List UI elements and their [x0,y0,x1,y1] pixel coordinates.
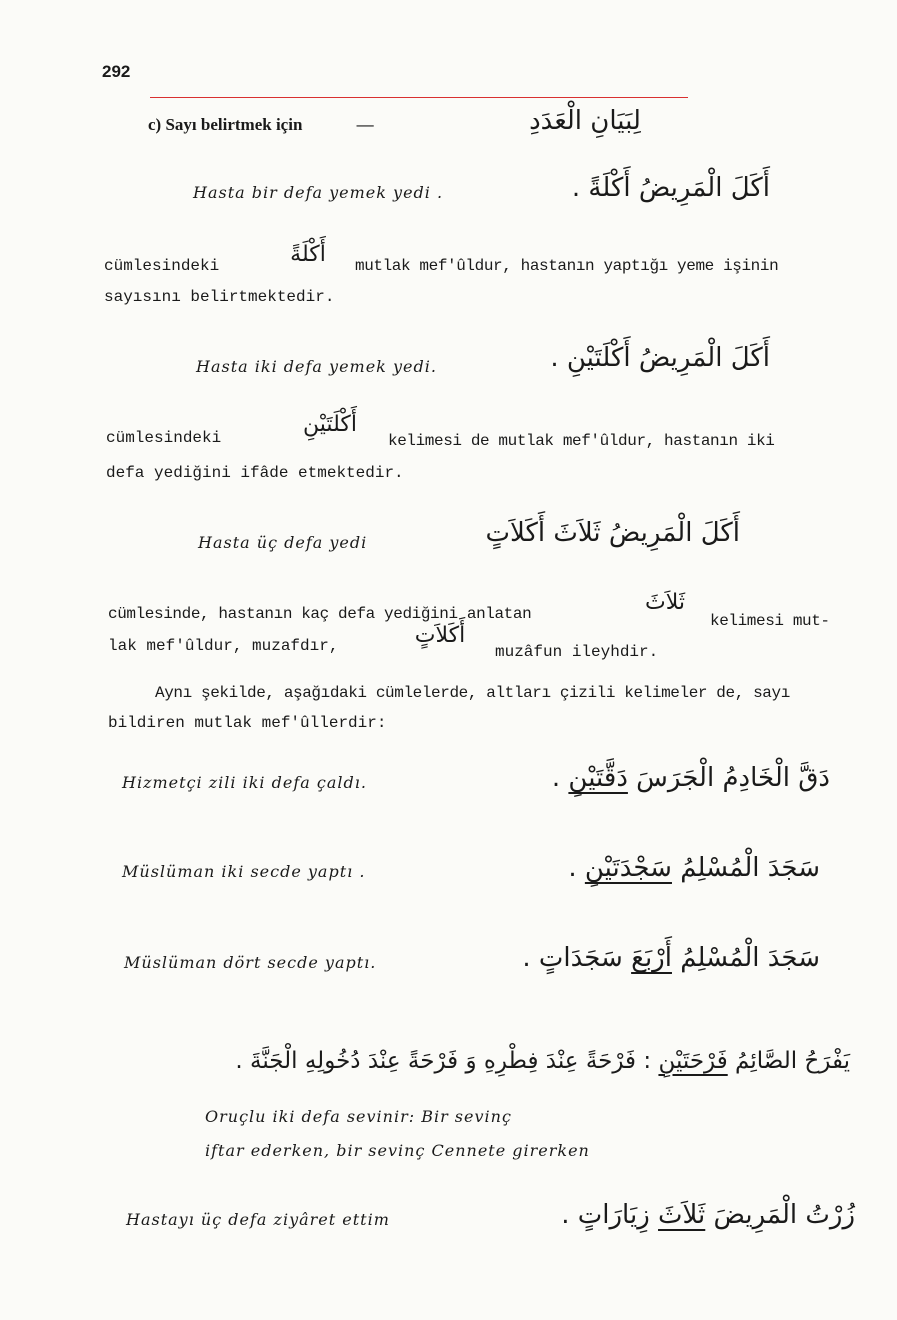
paragraph-1-post: mutlak mef'ûldur, hastanın yaptığı yeme işinin [355,257,779,275]
example-3-arabic: أَكَلَ الْمَرِيضُ ثَلاَثَ أَكَلاَتٍ [485,518,740,548]
example-2-turkish: Hasta iki defa yemek yedi. [196,357,437,376]
paragraph-2-arabic: أَكْلَتَيْنِ [303,412,357,437]
paragraph-2-line2: defa yediğini ifâde etmektedir. [106,464,404,482]
paragraph-2-pre: cümlesindeki [106,429,222,447]
example-7-turkish-line1: Oruçlu iki defa sevinir: Bir sevinç [205,1107,512,1126]
example-6-arabic-rest: سَجَدَاتٍ [538,943,623,973]
example-7-arabic-post: : فَرْحَةً عِنْدَ فِطْرِهِ وَ فَرْحَةً عِنْدَ دُخُولِهِ الْجَنَّةَ . [235,1048,652,1074]
example-8-arabic-rest: زِيَارَاتٍ [577,1200,650,1230]
example-5-arabic [510,855,820,881]
example-8-arabic-end: . [561,1200,570,1230]
paragraph-3-arabic-2: أَكَلاَتٍ [414,623,466,648]
example-5-arabic-plain: سَجَدَ الْمُسْلِمُ [680,853,820,883]
example-3-turkish: Hasta üç defa yedi [198,533,368,552]
example-6-arabic [450,945,820,971]
example-5-arabic-underlined: سَجْدَتَيْنِ [584,853,672,883]
paragraph-3-line2-post: muzâfun ileyhdir. [495,643,659,661]
example-8-arabic [475,1202,855,1228]
example-6-arabic-end: . [522,943,531,973]
example-4-arabic [470,765,830,791]
example-7-arabic-underlined: فَرْحَتَيْنِ [658,1048,728,1074]
example-5-arabic-end: . [568,853,577,883]
section-heading [148,115,374,135]
page-number: 292 [102,62,131,81]
example-6-turkish: Müslüman dört secde yaptı. [124,953,377,972]
example-7-arabic [60,1050,850,1073]
paragraph-3-line2-pre: lak mef'ûldur, muzafdır, [108,637,339,655]
example-8-arabic-underlined: ثَلاَثَ [658,1200,706,1230]
example-4-arabic-end: . [551,763,561,793]
example-7-turkish-line2: iftar ederken, bir sevinç Cennete girerken [205,1141,590,1160]
example-4-turkish: Hizmetçi zili iki defa çaldı. [122,773,367,792]
example-1-turkish: Hasta bir defa yemek yedi . [193,183,444,202]
paragraph-1-pre: cümlesindeki [104,257,220,275]
example-2-arabic: أَكَلَ الْمَرِيضُ أَكْلَتَيْنِ . [550,343,770,373]
paragraph-1-arabic: أَكْلَةً [290,242,326,267]
example-5-turkish: Müslüman iki secde yaptı . [122,862,366,881]
example-8-turkish: Hastayı üç defa ziyâret ettim [126,1210,390,1229]
example-8-arabic-plain: زُرْتُ الْمَرِيضَ [713,1200,855,1230]
example-1-arabic: أَكَلَ الْمَرِيضُ أَكْلَةً . [571,173,770,203]
paragraph-3-arabic-1: ثَلاَثَ [645,590,685,615]
section-label: c) Sayı belirtmek için [148,115,303,134]
paragraph-1-line2: sayısını belirtmektedir. [104,288,335,306]
paragraph-2-post: kelimesi de mutlak mef'ûldur, hastanın iki [388,432,775,450]
section-dash: — [356,115,374,134]
example-6-arabic-underlined: أَرْبَعَ [631,943,672,973]
paragraph-4-line2: bildiren mutlak mef'ûllerdir: [108,714,387,732]
paragraph-3-line1-post: kelimesi mut- [710,612,830,630]
example-7-arabic-pre: يَفْرَحُ الصَّائِمُ [735,1048,850,1074]
example-4-arabic-underlined: دَقَّتَيْنِ [568,763,628,793]
header-rule [150,97,688,98]
example-6-arabic-plain: سَجَدَ الْمُسْلِمُ [680,943,820,973]
section-arabic: لِبَيَانِ الْعَدَدِ [529,106,641,136]
paragraph-4-line1: Aynı şekilde, aşağıdaki cümlelerde, altları çizili kelimeler de, sayı [155,684,790,702]
example-4-arabic-plain: دَقَّ الْخَادِمُ الْجَرَسَ [636,763,830,793]
paragraph-3-line1-pre: cümlesinde, hastanın kaç defa yediğini anlatan [108,605,532,623]
